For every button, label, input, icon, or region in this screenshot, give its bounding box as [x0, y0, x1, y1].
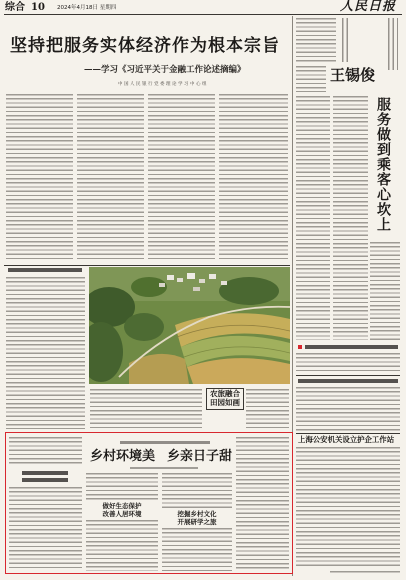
- page-footer-credits: [330, 571, 400, 574]
- photo-caption-title: [206, 388, 244, 410]
- feature-headline-part: 乡亲日子甜: [167, 449, 233, 464]
- brief-headline-1: [305, 345, 398, 349]
- box-article-headline: [8, 268, 82, 272]
- subhead-line: 挖掘乡村文化: [177, 510, 217, 518]
- profile-headline: 服务做到乘客心坎上: [375, 97, 391, 232]
- body-text-column: [6, 94, 73, 262]
- brief-rule: [296, 375, 400, 376]
- body-text-column: [333, 96, 368, 340]
- body-text-column: [162, 528, 232, 571]
- header-rule: [4, 14, 402, 15]
- body-text-column: [162, 473, 232, 509]
- lead-byline: 中国人民银行党委理论学习中心组: [118, 82, 208, 87]
- feature-subhead: [22, 478, 68, 482]
- feature-headline: [90, 449, 232, 464]
- feature-byline: [130, 467, 198, 469]
- page-number: 10: [31, 2, 45, 13]
- feature-headline-part: 乡村环境美: [90, 449, 156, 464]
- body-text-column: [86, 520, 158, 571]
- photo-caption-text: [246, 389, 289, 429]
- feature-subhead: [162, 511, 232, 526]
- body-text-column: [296, 66, 326, 92]
- brief-headline-2: [298, 379, 398, 383]
- body-text-column: [370, 242, 400, 340]
- body-text-column: [148, 94, 215, 262]
- section-name: 综合: [5, 2, 25, 13]
- body-text-column: [296, 353, 400, 373]
- body-text-column: [296, 447, 400, 567]
- body-text-column: [77, 94, 144, 262]
- caption-title-line: 农旅融合: [210, 389, 240, 398]
- body-text-column: [236, 437, 289, 571]
- red-square-bullet-icon: [298, 345, 302, 349]
- section-rule: [4, 265, 290, 266]
- vertical-kicker-text: [388, 18, 398, 70]
- subhead-line: 改善人居环境: [102, 509, 142, 518]
- brief-rule: [296, 433, 400, 434]
- body-text-column: [9, 437, 82, 466]
- subhead-line: 做好生态保护: [102, 502, 142, 510]
- body-text-column: [6, 277, 85, 429]
- subhead-line: 开展研学之旅: [177, 517, 217, 526]
- issue-date: 2024年4月18日 星期四: [57, 5, 117, 11]
- lead-headline: 坚持把服务实体经济作为根本宗旨: [10, 36, 280, 56]
- feature-kicker: [120, 441, 210, 444]
- feature-subhead: [22, 471, 68, 475]
- lead-subtitle: ——学习《习近平关于金融工作论述摘编》: [84, 65, 246, 75]
- vertical-kicker-text: [342, 18, 351, 62]
- caption-title-line: 田园如画: [210, 398, 240, 407]
- body-text-column: [219, 94, 288, 262]
- body-text-column: [296, 18, 336, 63]
- brief-headline-3: 上海公安机关设立护企工作站: [298, 435, 395, 444]
- body-text-column: [86, 473, 158, 501]
- terraced-fields-image: [89, 267, 290, 384]
- profile-name: 王锡俊: [330, 66, 376, 84]
- feature-subhead: [86, 503, 158, 518]
- body-text-column: [296, 96, 330, 340]
- masthead-logo: 人民日报: [340, 0, 397, 14]
- photo-caption-text: [90, 389, 202, 429]
- landscape-photo: [89, 267, 290, 384]
- body-text-column: [296, 387, 400, 432]
- body-text-column: [9, 487, 82, 571]
